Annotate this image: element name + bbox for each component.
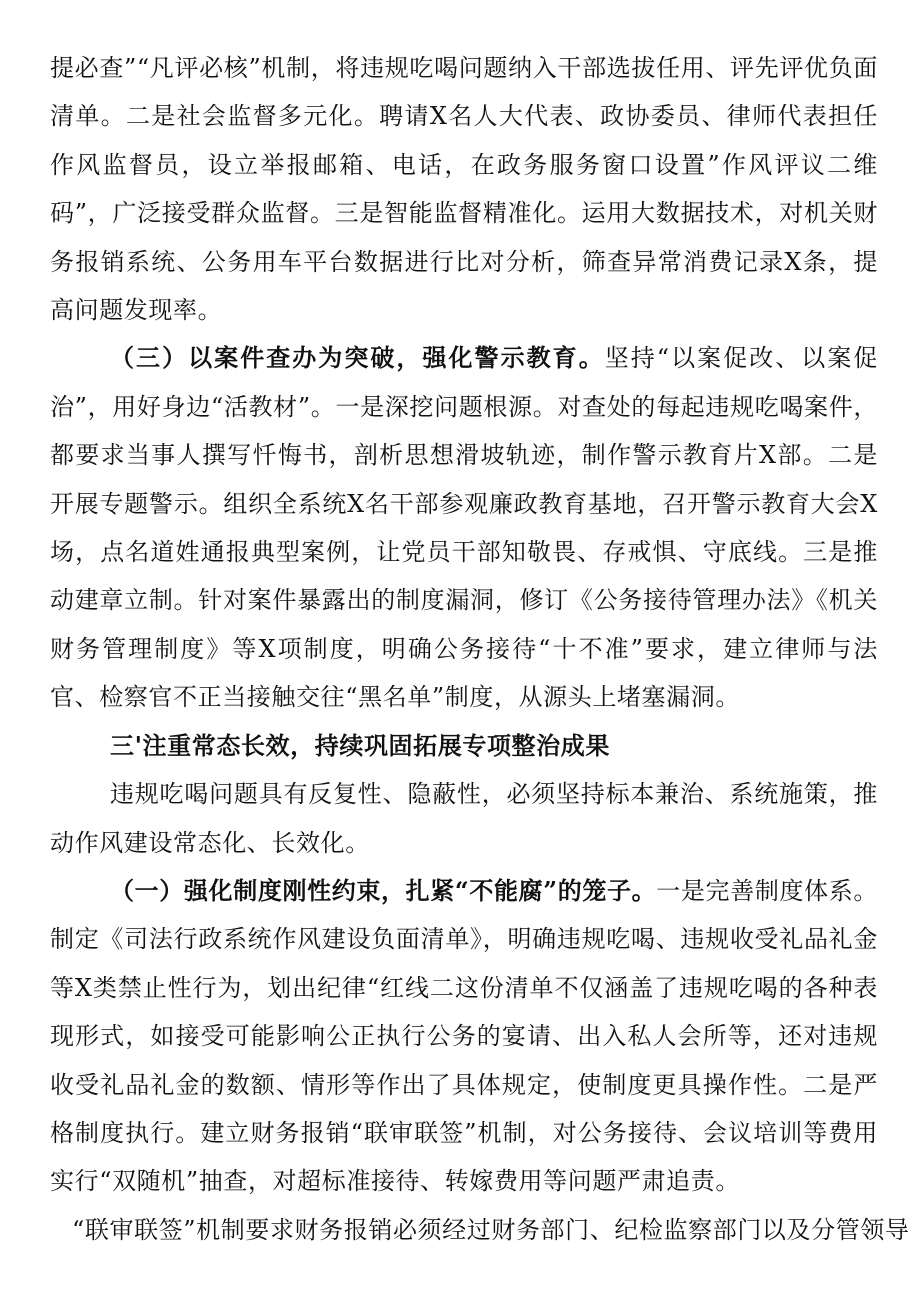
paragraph-lead-heading: （一）强化制度刚性约束，扎紧“不能腐”的笼子。 xyxy=(110,875,657,905)
paragraph-body-text: 坚持“以案促改、以案促治”，用好身边“活教材”。一是深挖问题根源。对查处的每起违规吃喝案件，都要求当事人撰写忏悔书，剖析思想滑坡轨迹，制作警示教育片X部。二是开展专题警示。组织全系统X名干部参观廉政教育基地，召开警示教育大会X场，点名道姓通报典型案例，让党员干部知敬畏、存戒惧、守底线。三是推动建章立制。针对案件暴露出的制度漏洞，修订《公务接待管理办法》《机关财务管理制度》等X项制度，明确公务接待“十不准”要求，建立律师与法官、检察官不正当接触交往“黑名单”制度，从源头上堵塞漏洞。 xyxy=(50,344,878,712)
paragraph-institutional-constraints xyxy=(50,867,878,1206)
paragraph-joint-review: “联审联签”机制要求财务报销必须经过财务部门、纪检监察部门以及分管领导 xyxy=(72,1215,910,1244)
paragraph-lead-heading: （三）以案件查办为突破，强化警示教育。 xyxy=(110,343,605,373)
paragraph-section-intro: 违规吃喝问题具有反复性、隐蔽性，必须坚持标本兼治、系统施策，推动作风建设常态化、长效化。 xyxy=(50,780,878,857)
paragraph-case-handling xyxy=(50,334,878,721)
paragraph-supervision: 提必查”“凡评必核”机制，将违规吃喝问题纳入干部选拔任用、评先评优负面清单。二是社会监督多元化。聘请X名人大代表、政协委员、律师代表担任作风监督员，设立举报邮箱、电话，在政务服务窗口设置”作风评议二维码”，广泛接受群众监督。三是智能监督精准化。运用大数据技术，对机关财务报销系统、公务用车平台数据进行比对分析，筛查异常消费记录X条，提高问题发现率。 xyxy=(50,54,878,325)
document-body xyxy=(50,44,910,1254)
paragraph-body-text: 一是完善制度体系。制定《司法行政系统作风建设负面清单》，明确违规吃喝、违规收受礼品礼金等X类禁止性行为，划出纪律“红线二这份清单不仅涵盖了违规吃喝的各种表现形式，如接受可能影响公正执行公务的宴请、出入私人会所等，还对违规收受礼品礼金的数额、情形等作出了具体规定，使制度更具操作性。二是严格制度执行。建立财务报销“联审联签”机制，对公务接待、会议培训等费用实行“双随机”抽查，对超标准接待、转嫁费用等问题严肃追责。 xyxy=(50,876,878,1196)
section-heading: 三'注重常态长效，持续巩固拓展专项整治成果 xyxy=(110,730,610,760)
